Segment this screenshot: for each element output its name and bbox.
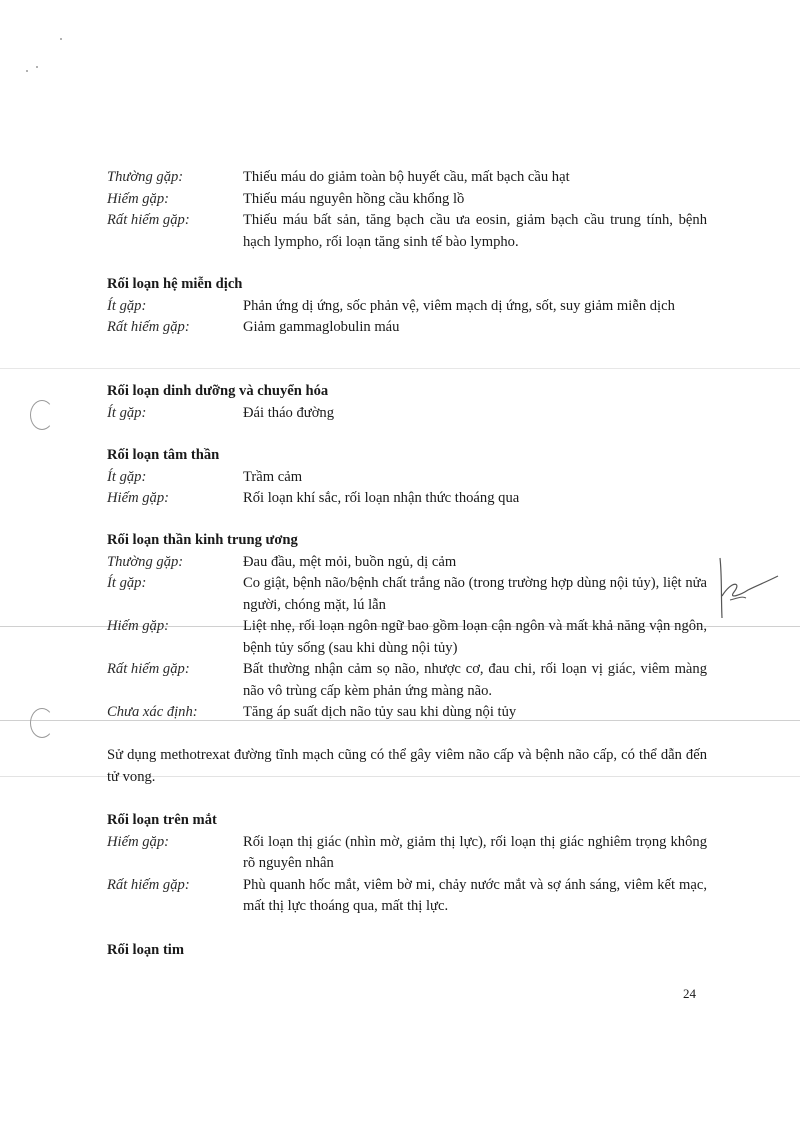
frequency-label: Hiếm gặp: (107, 618, 170, 634)
entry-text: Thiếu máu nguyên hồng cầu khổng lồ (243, 190, 465, 207)
section-immune-disorders (107, 274, 707, 339)
entry-row (107, 403, 707, 425)
entry-text: Rối loạn khí sắc, rối loạn nhận thức thoáng qua (243, 490, 520, 506)
frequency-label: Rất hiếm gặp: (107, 876, 190, 893)
frequency-label: Rất hiếm gặp: (107, 212, 190, 228)
section-blood-disorders (107, 167, 707, 253)
entry-text: Bất thường nhận cảm sọ não, nhược cơ, đau chi, rối loạn vị giác, viêm màng não vô trùng cấp kèm phản ứng màng não. (243, 661, 707, 699)
section-heading: Rối loạn tâm thần (107, 447, 220, 463)
section-psychiatric-disorders (107, 445, 707, 510)
scan-speck (26, 70, 28, 72)
section-heading: Rối loạn thần kinh trung ương (107, 532, 298, 548)
entry-row (107, 875, 707, 918)
entry-row (107, 702, 707, 724)
frequency-label: Ít gặp: (107, 468, 147, 485)
entry-text: Đái tháo đường (243, 404, 335, 421)
entry-text: Phù quanh hốc mắt, viêm bờ mi, chảy nước mắt và sợ ánh sáng, viêm kết mạc, mất thị lực thoáng qua, mất thị lực. (243, 876, 707, 914)
section-heading: Rối loạn hệ miễn dịch (107, 276, 243, 292)
frequency-label: Ít gặp: (107, 297, 147, 314)
entry-row (107, 189, 707, 211)
entry-text: Liệt nhẹ, rối loạn ngôn ngữ bao gồm loạn cận ngôn và mất khả năng vận ngôn, bệnh tủy sống (sau khi dùng nội tủy) (243, 618, 707, 656)
entry-row (107, 488, 707, 510)
entry-row (107, 573, 707, 616)
punch-hole (30, 708, 54, 738)
scan-speck (36, 66, 38, 68)
entry-text: Co giật, bệnh não/bệnh chất trắng não (trong trường hợp dùng nội tủy), liệt nửa người, chóng mặt, lú lẫn (243, 575, 707, 613)
entry-text: Đau đầu, mệt mỏi, buồn ngủ, dị cảm (243, 553, 457, 570)
section-cns-disorders (107, 530, 707, 724)
entry-text: Rối loạn thị giác (nhìn mờ, giảm thị lực), rối loạn thị giác nghiêm trọng không rõ nguyên nhân (243, 833, 707, 871)
entry-text: Tăng áp suất dịch não tủy sau khi dùng nội tủy (243, 704, 517, 720)
scan-line (0, 368, 800, 369)
entry-row (107, 659, 707, 702)
entry-text: Giảm gammaglobulin máu (243, 319, 400, 335)
entry-row (107, 296, 707, 318)
section-heading: Rối loạn tim (107, 942, 185, 958)
section-metabolic-disorders (107, 381, 707, 424)
frequency-label: Ít gặp: (107, 575, 147, 591)
frequency-label: Hiếm gặp: (107, 190, 170, 207)
entry-row (107, 317, 707, 339)
section-heading: Rối loạn dinh dưỡng và chuyển hóa (107, 383, 329, 399)
frequency-label: Ít gặp: (107, 404, 147, 421)
frequency-label: Hiếm gặp: (107, 490, 170, 506)
frequency-label: Rất hiếm gặp: (107, 661, 190, 677)
section-eye-disorders (107, 810, 707, 918)
section-heading: Rối loạn trên mắt (107, 812, 217, 828)
entry-row (107, 167, 707, 189)
frequency-label: Chưa xác định: (107, 704, 198, 720)
frequency-label: Hiếm gặp: (107, 833, 170, 850)
scan-speck (60, 38, 62, 40)
section-heart-disorders (107, 940, 707, 962)
entry-row (107, 552, 707, 574)
entry-text: Thiếu máu bất sản, tăng bạch cầu ưa eosin, giảm bạch cầu trung tính, bệnh hạch lympho, rối loạn tăng sinh tế bào lympho. (243, 212, 707, 250)
entry-text: Trầm cảm (243, 468, 303, 485)
entry-text: Phản ứng dị ứng, sốc phản vệ, viêm mạch dị ứng, sốt, suy giảm miễn dịch (243, 297, 675, 314)
entry-row (107, 210, 707, 253)
frequency-label: Thường gặp: (107, 169, 184, 185)
methotrexate-note: Sử dụng methotrexat đường tĩnh mạch cũng có thể gây viêm não cấp và bệnh não cấp, có thể dẫn đến tử vong. (107, 747, 707, 785)
signature-mark (712, 556, 782, 626)
page-number: 24 (683, 986, 696, 1001)
entry-text: Thiếu máu do giảm toàn bộ huyết cầu, mất bạch cầu hạt (243, 169, 570, 185)
entry-row (107, 832, 707, 875)
punch-hole (30, 400, 54, 430)
entry-row (107, 467, 707, 489)
entry-row (107, 616, 707, 659)
frequency-label: Rất hiếm gặp: (107, 319, 190, 335)
frequency-label: Thường gặp: (107, 553, 184, 570)
